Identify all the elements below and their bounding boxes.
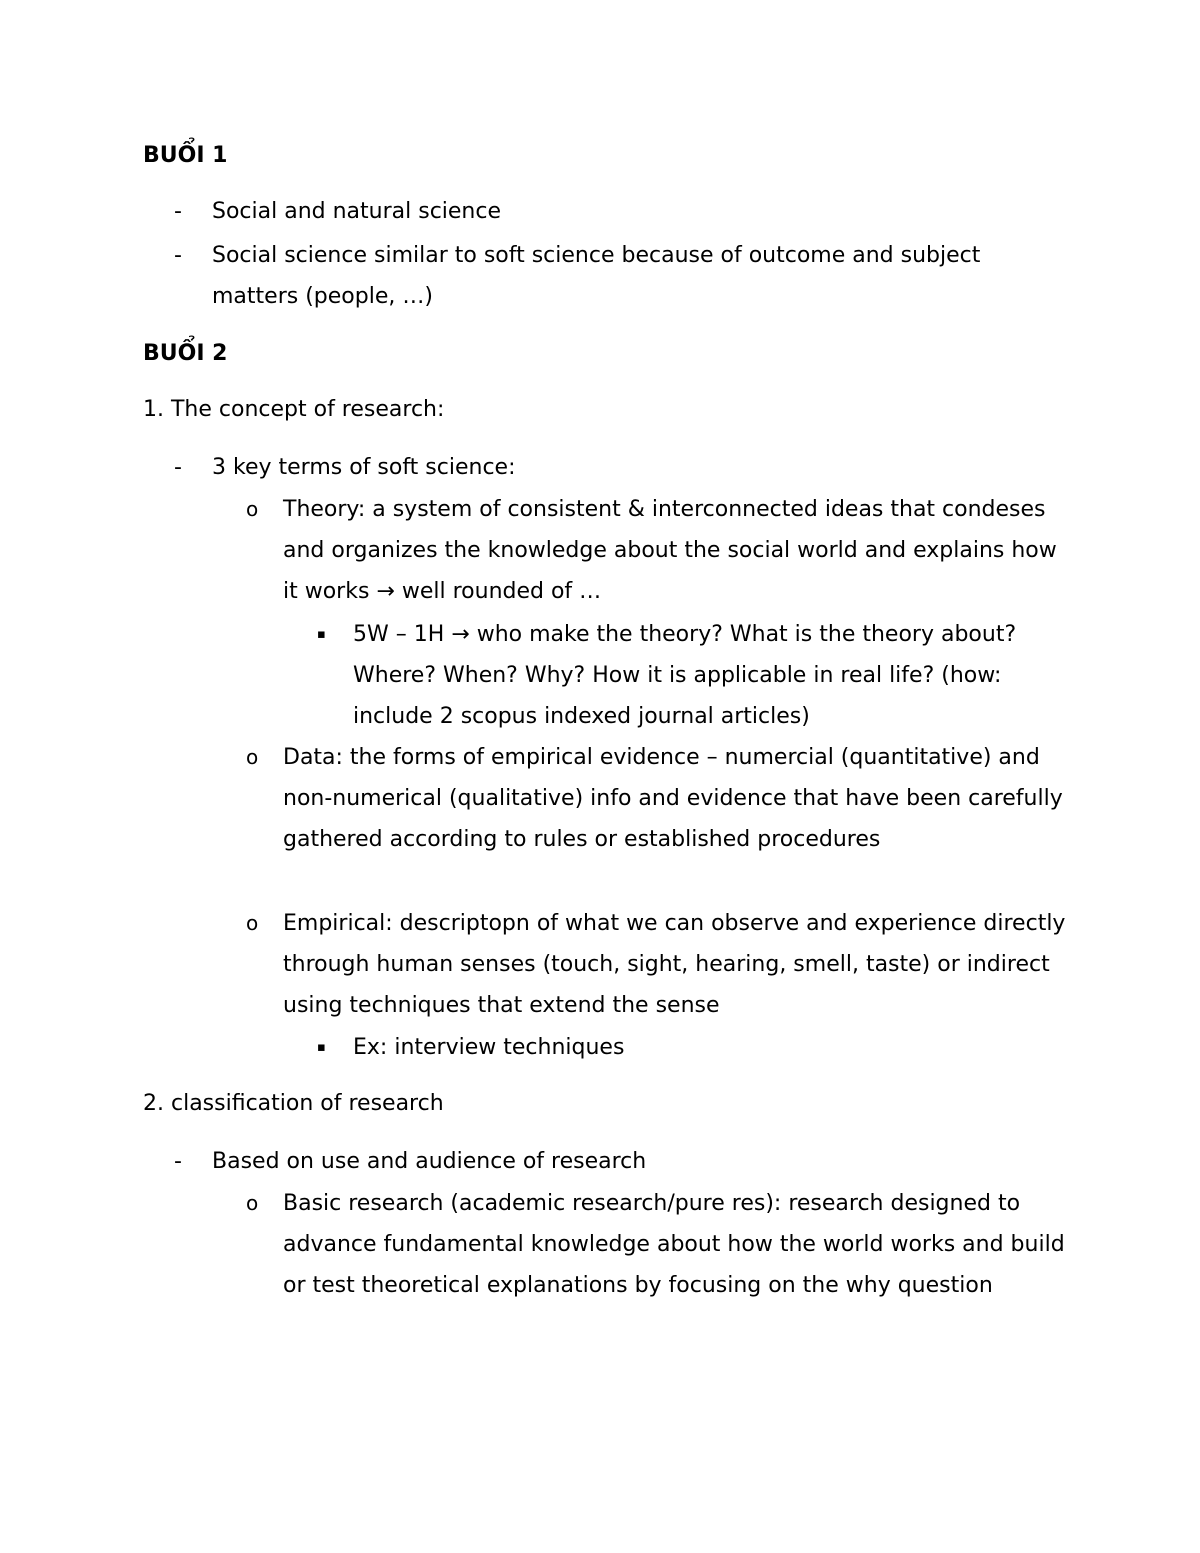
circle-bullet: o: [246, 911, 259, 935]
dash-bullet: -: [174, 243, 182, 268]
square-bullet: ▪: [317, 1040, 326, 1055]
list-item: Ex: interview techniques: [353, 1035, 625, 1060]
list-item: 3 key terms of soft science:: [212, 455, 516, 480]
list-item: 5W – 1H → who make the theory? What is the theory about? Where? When? Why? How it is applicable in real life? (how: include 2 scopus indexed journal articles): [353, 622, 1017, 729]
circle-bullet: o: [246, 745, 259, 769]
section-heading-2: BUỔI 2: [143, 341, 228, 366]
circle-bullet: o: [246, 497, 259, 521]
numbered-heading-1: 1. The concept of research:: [143, 397, 445, 422]
list-item: Based on use and audience of research: [212, 1149, 647, 1174]
circle-bullet: o: [246, 1191, 259, 1215]
section-heading-1: BUỔI 1: [143, 143, 228, 168]
square-bullet: ▪: [317, 627, 326, 642]
dash-bullet: -: [174, 199, 182, 224]
list-item: Empirical: descriptopn of what we can observe and experience directly through human senses (touch, sight, hearing, smell, taste) or indirect using techniques that extend the sense: [283, 911, 1066, 1018]
list-item: Data: the forms of empirical evidence – numercial (quantitative) and non-numerical (qualitative) info and evidence that have been carefully gathered according to rules or established procedures: [283, 745, 1063, 852]
numbered-heading-2: 2. classification of research: [143, 1091, 444, 1116]
list-item: Social science similar to soft science because of outcome and subject matters (people, …): [212, 243, 981, 309]
dash-bullet: -: [174, 455, 182, 480]
list-item: Basic research (academic research/pure res): research designed to advance fundamental knowledge about how the world works and build or test theoretical explanations by focusing on the why question: [283, 1191, 1065, 1298]
list-item: Theory: a system of consistent & interconnected ideas that condeses and organizes the knowledge about the social world and explains how it works → well rounded of …: [283, 497, 1057, 604]
list-item: Social and natural science: [212, 199, 502, 224]
dash-bullet: -: [174, 1149, 182, 1174]
